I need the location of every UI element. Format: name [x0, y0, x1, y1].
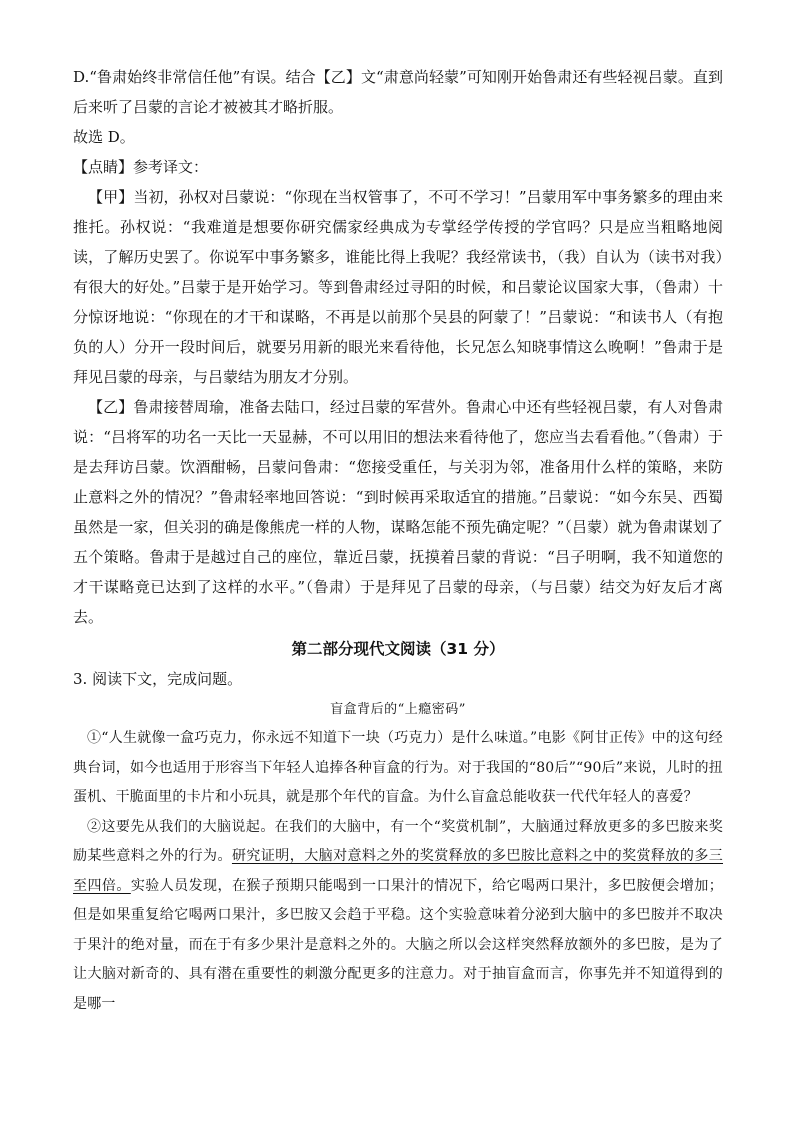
paragraph-2-rest: 实验人员发现，在猴子预期只能喝到一口果汁的情况下，给它喝两口果汁，多巴胺便会增加；但是如果重复给它喝两口果汁，多巴胺又会趋于平稳。这个实验意味着分泌到大脑中的多巴胺并不取决于果汁的绝对量，而在于有多少果汁是意料之外的。大脑之所以会这样突然释放额外的多巴胺，是为了让大脑对新奇的、具有潜在重要性的刺激分配更多的注意力。对于抽盲盒而言，你事先并不知道得到的是哪一: [73, 877, 723, 1012]
article-paragraph-1: ①“人生就像一盒巧克力，你永远不知道下一块（巧克力）是什么味道。”电影《阿甘正传》中的这句经典台词，如今也适用于形容当下年轻人追捧各种盲盒的行为。对于我国的“80后”“90后”来说，儿时的扭蛋机、干脆面里的卡片和小玩具，就是那个年代的盲盒。为什么盲盒总能收获一代代年轻人的喜爱？: [73, 730, 723, 805]
paragraph-2-intro: ②这要先从我们的大脑说起。在我们的大脑中，有一个“奖赏机制”，大脑通过释放更多的多巴胺来奖励某些意料之外的行为。: [73, 818, 723, 864]
article-title: 盲盒背后的“上瘾密码”: [330, 702, 466, 717]
note-label: 【点睛】参考译文：: [73, 158, 209, 176]
section-title: 第二部分现代文阅读（31 分）: [291, 640, 505, 658]
article-paragraph-2: [73, 813, 723, 1020]
answer-line: 故选 D。: [73, 128, 135, 146]
question-prompt: 3. 阅读下文，完成问题。: [73, 670, 243, 688]
translation-yi: 【乙】鲁肃接替周瑜，准备去陆口，经过吕蒙的军营外。鲁肃心中还有些轻视吕蒙，有人对鲁肃说：“吕将军的功名一天比一天显赫，不可以用旧的想法来看待他了，您应当去看看他。”（鲁肃）于是去拜访吕蒙。饮酒酣畅，吕蒙问鲁肃：“您接受重任，与关羽为邻，准备用什么样的策略，来防止意料之外的情况？”鲁肃轻率地回答说：“到时候再采取适宜的措施。”吕蒙说：“如今东吴、西蜀虽然是一家，但关羽的确是像熊虎一样的人物，谋略怎能不预先确定呢？”（吕蒙）就为鲁肃谋划了五个策略。鲁肃于是越过自己的座位，靠近吕蒙，抚摸着吕蒙的背说：“吕子明啊，我不知道您的才干谋略竟已达到了这样的水平。”（鲁肃）于是拜见了吕蒙的母亲，（与吕蒙）结交为好友后才离去。: [73, 398, 723, 626]
translation-jia: 【甲】当初，孙权对吕蒙说：“你现在当权管事了，不可不学习！”吕蒙用军中事务繁多的理由来推托。孙权说：“我难道是想要你研究儒家经典成为专掌经学传授的学官吗？只是应当粗略地阅读，了解历史罢了。你说军中事务繁多，谁能比得上我呢？我经常读书，（我）自认为（读书对我）有很大的好处。”吕蒙于是开始学习。等到鲁肃经过寻阳的时候，和吕蒙论议国家大事，（鲁肃）十分惊讶地说：“你现在的才干和谋略，不再是以前那个吴县的阿蒙了！”吕蒙说：“和读书人（有抱负的人）分开一段时间后，就要另用新的眼光来看待他，长兄怎么知晓事情这么晚啊！”鲁肃于是拜见吕蒙的母亲，与吕蒙结为朋友才分别。: [73, 188, 723, 386]
document-page: [73, 62, 723, 1019]
underlined-sentence: 研究证明，大脑对意料之外的奖赏释放的多巴胺比意料之中的奖赏释放的多三至四倍。: [73, 848, 723, 894]
option-d-explanation: D.“鲁肃始终非常信任他”有误。结合【乙】文“肃意尚轻蒙”可知刚开始鲁肃还有些轻视吕蒙。直到后来听了吕蒙的言论才被被其才略折服。: [73, 68, 723, 116]
